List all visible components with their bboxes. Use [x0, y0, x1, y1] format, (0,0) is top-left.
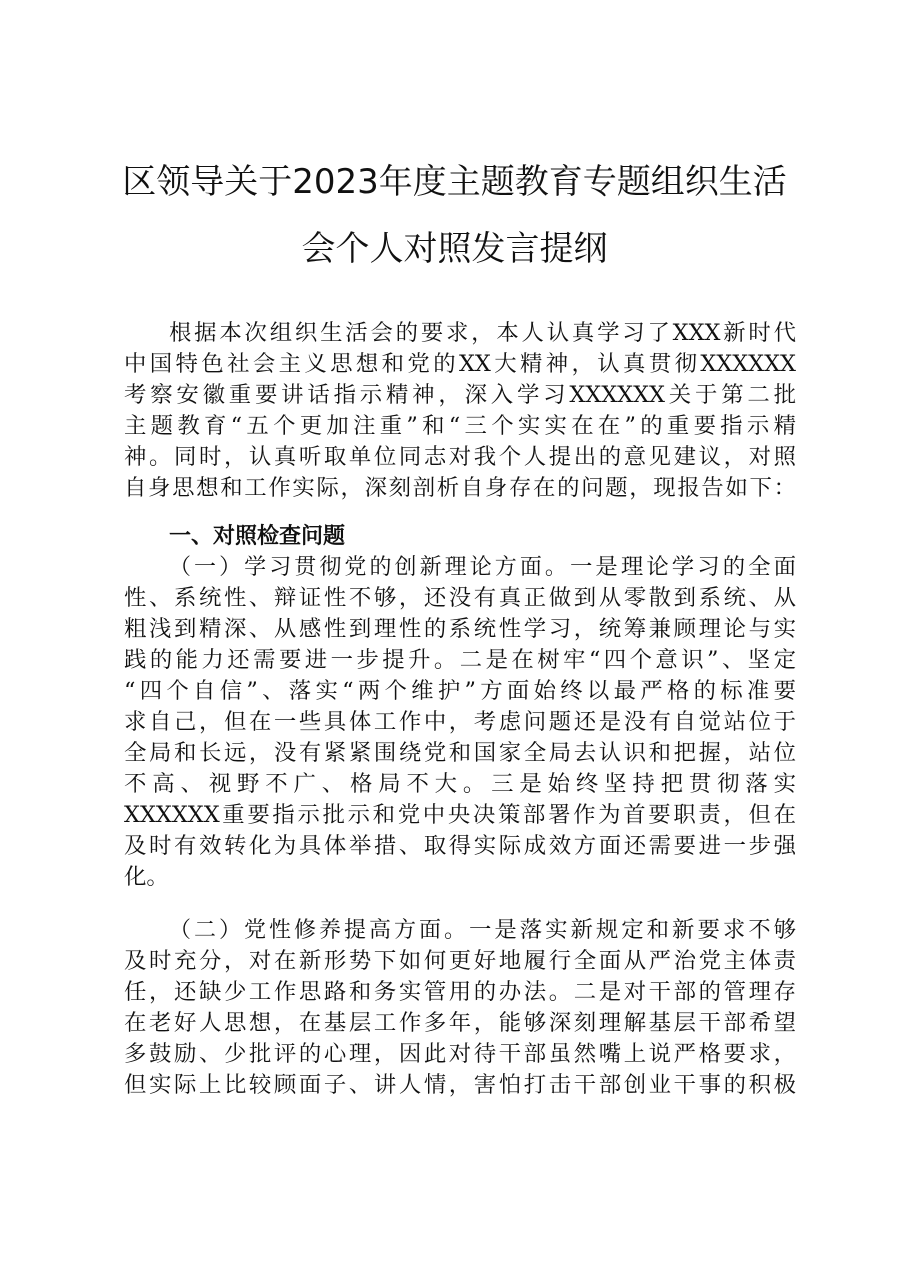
- subsection-2-line: 任，还缺少工作思路和务实管用的办法。二是对干部的管理存: [124, 979, 796, 1005]
- subsection-1-first-line: [124, 552, 796, 583]
- subsection-1-line: 全局和长远，没有紧紧围绕党和国家全局去认识和把握，站位: [124, 740, 796, 766]
- subsection-2-line: 及时充分，对在新形势下如何更好地履行全面从严治党主体责: [124, 948, 796, 974]
- intro-line: 主题教育“五个更加注重”和“三个实实在在”的重要指示精: [124, 413, 796, 439]
- subsection-2-first-text: 一是落实新规定和新要求不够: [468, 917, 796, 943]
- subsection-1-line: XXXXXX重要指示批示和党中央决策部署作为首要职责，但在: [124, 802, 796, 828]
- intro-line: 神。同时，认真听取单位同志对我个人提出的意见建议，对照: [124, 444, 796, 470]
- subsection-1-line: 践的能力还需要进一步提升。二是在树牢“四个意识”、坚定: [124, 647, 796, 673]
- subsection-1-paragraph: [124, 552, 796, 893]
- subsection-1-line: “四个自信”、落实“两个维护”方面始终以最严格的标准要: [124, 678, 796, 704]
- document-title-line-2: 会个人对照发言提纲: [301, 229, 608, 269]
- intro-line: 根据本次组织生活会的要求，本人认真学习了XXX新时代: [169, 320, 796, 346]
- intro-paragraph: [124, 318, 796, 504]
- subsection-1-label: （一）学习贯彻党的创新理论方面。: [169, 555, 570, 580]
- subsection-1-line: 求自己，但在一些具体工作中，考虑问题还是没有自觉站位于: [124, 709, 796, 735]
- subsection-1-line: 性、系统性、辩证性不够，还没有真正做到从零散到系统、从: [124, 585, 796, 611]
- subsection-1-line: 不高、视野不广、格局不大。三是始终坚持把贯彻落实: [124, 771, 796, 797]
- intro-line: 考察安徽重要讲话指示精神，深入学习XXXXXX关于第二批: [124, 382, 796, 408]
- subsection-1-first-text: 一是理论学习的全面: [569, 554, 796, 580]
- document-title-line-1: 区领导关于2023年度主题教育专题组织生活: [122, 162, 787, 202]
- subsection-2-first-line: [124, 915, 796, 946]
- subsection-1-line: 及时有效转化为具体举措、取得实际成效方面还需要进一步强: [124, 833, 796, 859]
- intro-line: 中国特色社会主义思想和党的XX大精神，认真贯彻XXXXXX: [124, 351, 796, 377]
- subsection-2-line: 多鼓励、少批评的心理，因此对待干部虽然嘴上说严格要求，: [124, 1041, 796, 1067]
- subsection-1-line: 粗浅到精深、从感性到理性的系统性学习，统筹兼顾理论与实: [124, 616, 796, 642]
- subsection-2-line: 但实际上比较顾面子、讲人情，害怕打击干部创业干事的积极: [124, 1072, 796, 1098]
- subsection-2-line: 在老好人思想，在基层工作多年，能够深刻理解基层干部希望: [124, 1010, 796, 1036]
- section-heading: 一、对照检查问题: [169, 524, 346, 549]
- subsection-1-line: 化。: [124, 864, 169, 890]
- intro-line: 自身思想和工作实际，深刻剖析自身存在的问题，现报告如下：: [124, 475, 796, 501]
- subsection-2-label: （二）党性修养提高方面。: [169, 918, 469, 943]
- subsection-2-paragraph: [124, 915, 796, 1101]
